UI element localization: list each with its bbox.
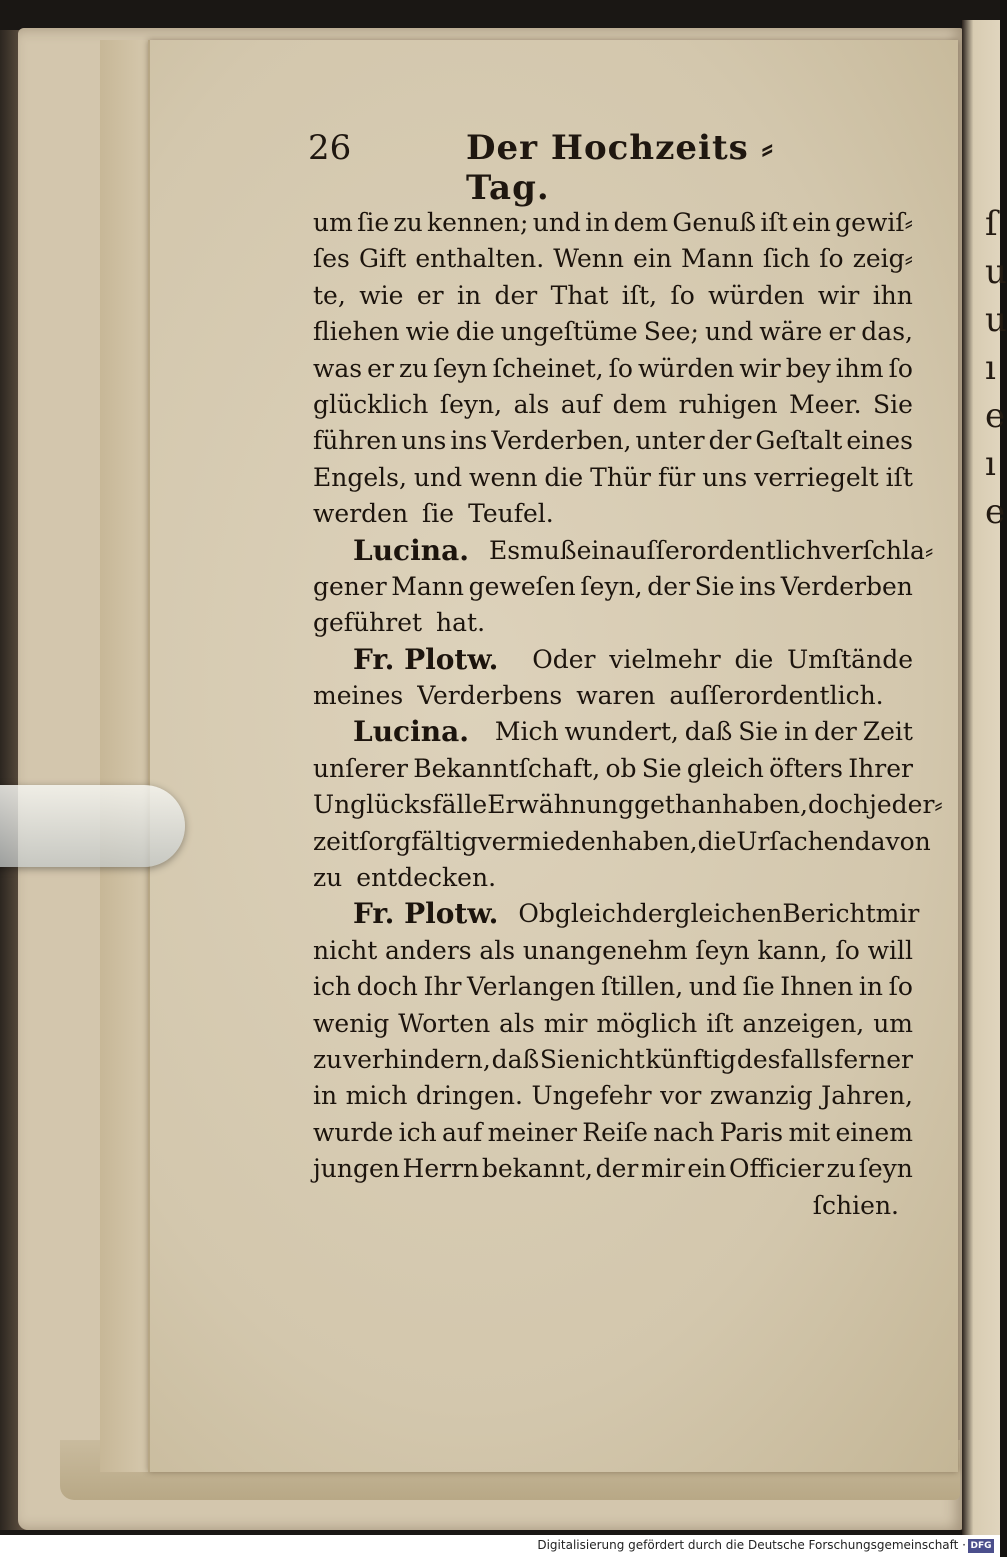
- word: der: [814, 717, 857, 747]
- word: mir: [875, 899, 920, 929]
- word: iſt: [885, 462, 913, 492]
- word: haben,: [611, 826, 698, 856]
- word: in: [784, 717, 809, 747]
- word: nach: [653, 1117, 715, 1147]
- word: wäre: [759, 317, 823, 347]
- word: ob: [605, 753, 637, 783]
- word: unangenehm: [522, 935, 688, 965]
- word: führen: [313, 426, 398, 456]
- word: ungeſtüme: [500, 317, 638, 347]
- word: wie: [359, 280, 404, 310]
- word: gethan: [634, 790, 723, 820]
- dfg-logo: DFG: [968, 1539, 994, 1553]
- text-line: [313, 423, 913, 459]
- word: die: [734, 644, 774, 674]
- word: ein: [791, 208, 831, 237]
- word: ſo: [819, 244, 844, 274]
- word: ſchien.: [812, 1190, 899, 1220]
- word: mir: [543, 1008, 588, 1038]
- word: Verderben,: [491, 426, 632, 456]
- word: würden: [638, 353, 735, 383]
- word: meines: [313, 681, 404, 711]
- word: Worten: [398, 1008, 491, 1038]
- word: für: [657, 462, 696, 492]
- word: zu: [313, 1044, 343, 1074]
- word: künftig: [645, 1044, 737, 1074]
- word: iſt,: [621, 280, 658, 310]
- page-clip: [0, 785, 185, 867]
- facing-page-fragment: ı: [985, 444, 996, 484]
- body-text: [313, 205, 943, 1224]
- word: ſie: [742, 972, 775, 1002]
- word: das,: [861, 317, 913, 347]
- word: dem: [612, 389, 668, 419]
- word: dringen.: [416, 1081, 523, 1111]
- word: glücklich: [313, 389, 429, 419]
- word: verriegelt: [754, 462, 879, 492]
- word: unter: [635, 426, 705, 456]
- word: ſes: [313, 244, 350, 274]
- footer-credit: Digitalisierung gefördert durch die Deutsche Forschungsgemeinschaft ·: [537, 1538, 966, 1552]
- text-line: [313, 860, 913, 896]
- word: Wenn: [553, 244, 624, 274]
- word: ſie: [357, 208, 390, 237]
- word: Ungefehr: [531, 1081, 652, 1111]
- speaker-name: Lucina.: [353, 715, 469, 749]
- word: ſtillen,: [601, 972, 684, 1002]
- page-number: 26: [308, 128, 352, 168]
- word: verſchla⸗: [821, 535, 934, 565]
- word: ein: [576, 535, 616, 565]
- word: anzeigen,: [742, 1008, 865, 1038]
- word: hat.: [436, 608, 486, 638]
- text-line: [313, 824, 931, 860]
- word: wir: [739, 353, 781, 383]
- word: muß: [520, 535, 577, 565]
- facing-page-fragment: ſ: [985, 204, 998, 244]
- word: wir: [817, 280, 860, 310]
- word: mich: [345, 1081, 408, 1111]
- word: Mich: [494, 717, 559, 747]
- word: Obgleich: [518, 899, 632, 929]
- word: Sie: [641, 753, 682, 783]
- word: würden: [708, 280, 805, 310]
- word: gener: [313, 571, 387, 601]
- word: haben,: [722, 790, 808, 820]
- word: einem: [835, 1117, 913, 1147]
- word: gleich: [686, 753, 764, 783]
- text-line: [313, 1078, 913, 1114]
- word: wurde: [313, 1117, 394, 1147]
- word: als: [499, 1008, 535, 1038]
- word: ſeyn: [433, 353, 488, 383]
- word: der: [647, 571, 691, 601]
- word: Herrn: [402, 1154, 480, 1184]
- word: und: [532, 208, 581, 237]
- word: Umſtände: [787, 644, 913, 674]
- text-line: [313, 569, 913, 605]
- word: er: [828, 317, 856, 347]
- word: auſſerordentlich: [615, 535, 822, 565]
- speaker-name: Fr. Plotw.: [353, 642, 499, 676]
- word: Sie: [539, 1044, 580, 1074]
- text-line: [313, 714, 913, 750]
- facing-page-fragment: e: [985, 396, 1006, 436]
- word: zeig⸗: [852, 244, 913, 274]
- running-title: Der Hochzeits ⸗ Tag.: [466, 128, 774, 208]
- word: Sie: [738, 717, 779, 747]
- word: geweſen: [468, 571, 576, 601]
- word: ich: [398, 1117, 437, 1147]
- word: Verderben: [780, 571, 913, 601]
- word: ſeyn,: [580, 571, 643, 601]
- text-line: [313, 969, 913, 1005]
- word: Erwähnung: [487, 790, 635, 820]
- word: Engels,: [313, 462, 407, 492]
- word: Oder: [532, 644, 596, 674]
- facing-page-fragments: [985, 200, 1007, 536]
- word: ein: [687, 1154, 727, 1184]
- text-line: [313, 387, 913, 423]
- text-line: [313, 533, 934, 569]
- word: davon: [854, 826, 931, 856]
- word: und: [688, 972, 738, 1002]
- word: entdecken.: [356, 863, 497, 893]
- word: in: [456, 280, 482, 310]
- speaker-name: Fr. Plotw.: [353, 897, 499, 931]
- word: mir: [641, 1154, 685, 1184]
- word: werden: [313, 499, 409, 529]
- word: er: [416, 280, 444, 310]
- speaker-name: Lucina.: [353, 533, 469, 567]
- word: was: [313, 353, 363, 383]
- word: meiner: [487, 1117, 577, 1147]
- word: Bekanntſchaft,: [413, 753, 601, 783]
- digitization-footer: [0, 1535, 1000, 1557]
- text-line: [313, 241, 913, 277]
- word: zu: [826, 1154, 856, 1184]
- word: auſſerordentlich.: [669, 681, 884, 711]
- word: Jahren,: [821, 1081, 913, 1111]
- word: Urſachen: [736, 826, 855, 856]
- text-line: [313, 460, 913, 496]
- word: als: [479, 935, 516, 965]
- text-line: [313, 1151, 913, 1187]
- facing-page-fragment: ı: [985, 348, 996, 388]
- facing-page-fragment: e: [985, 492, 1006, 532]
- word: öfters: [769, 753, 844, 783]
- word: in: [858, 972, 883, 1002]
- word: um: [873, 1008, 913, 1038]
- word: ſcheinet,: [492, 353, 604, 383]
- word: ſie: [422, 499, 455, 529]
- word: ins: [450, 426, 488, 456]
- text-line: [313, 933, 913, 969]
- word: waren: [576, 681, 656, 711]
- word: wenn: [469, 462, 538, 492]
- word: die: [544, 462, 584, 492]
- word: und: [704, 317, 754, 347]
- word: in: [585, 208, 610, 237]
- text-line: [313, 751, 913, 787]
- word: und: [413, 462, 463, 492]
- word: ruhigen: [678, 389, 778, 419]
- word: vermieden: [477, 826, 612, 856]
- text-line: [313, 1188, 913, 1224]
- word: gewiſ⸗: [835, 208, 913, 237]
- word: daß: [684, 717, 733, 747]
- word: nicht: [580, 1044, 645, 1074]
- word: wie: [405, 317, 450, 347]
- word: ſorgfältig: [359, 826, 478, 856]
- word: ich: [313, 972, 352, 1002]
- word: ins: [739, 571, 777, 601]
- word: möglich: [596, 1008, 698, 1038]
- word: jungen: [313, 1154, 400, 1184]
- text-line: [313, 1042, 913, 1078]
- word: zwanzig: [709, 1081, 813, 1111]
- word: ſo: [670, 280, 695, 310]
- word: Mann: [681, 244, 754, 274]
- word: dergleichen: [631, 899, 783, 929]
- word: ſich: [762, 244, 811, 274]
- word: enthalten.: [415, 244, 545, 274]
- text-line: [313, 678, 913, 714]
- word: Officier: [728, 1154, 824, 1184]
- word: dem: [613, 208, 669, 237]
- word: zu: [398, 353, 429, 383]
- facing-page-fragment: u: [985, 300, 1007, 340]
- word: desfalls: [736, 1044, 834, 1074]
- word: mit: [788, 1117, 831, 1147]
- word: Genuß: [672, 208, 757, 237]
- word: Mann: [391, 571, 464, 601]
- word: verhindern,: [342, 1044, 491, 1074]
- word: will: [867, 935, 913, 965]
- word: bey: [785, 353, 831, 383]
- word: ihm: [835, 353, 884, 383]
- word: eines: [846, 426, 913, 456]
- word: Meer.: [789, 389, 862, 419]
- word: uns: [702, 462, 748, 492]
- word: See;: [643, 317, 699, 347]
- word: Ihrer: [848, 753, 913, 783]
- word: ein: [633, 244, 672, 274]
- word: Unglücksfälle: [313, 790, 488, 820]
- word: kennen;: [426, 208, 529, 237]
- word: ſo: [608, 353, 633, 383]
- text-line: [313, 896, 920, 932]
- word: jeder⸗: [869, 790, 943, 820]
- word: ſeyn: [695, 935, 750, 965]
- word: Es: [488, 535, 521, 565]
- word: Sie: [873, 389, 913, 419]
- word: ferner: [834, 1044, 913, 1074]
- word: ſeyn,: [439, 389, 503, 419]
- text-line: [313, 642, 913, 678]
- word: die: [697, 826, 737, 856]
- word: vor: [660, 1081, 702, 1111]
- word: der: [494, 280, 538, 310]
- word: Ihnen: [780, 972, 854, 1002]
- word: vielmehr: [609, 644, 721, 674]
- text-line: [313, 787, 943, 823]
- word: kann,: [757, 935, 828, 965]
- word: um: [313, 208, 353, 237]
- word: bekannt,: [481, 1154, 593, 1184]
- word: doch: [356, 972, 418, 1002]
- word: zu: [313, 863, 343, 893]
- text-line: [313, 351, 913, 387]
- word: Teufel.: [468, 499, 554, 529]
- word: Sie: [694, 571, 735, 601]
- word: Paris: [719, 1117, 784, 1147]
- text-line: [313, 1006, 913, 1042]
- word: Thür: [590, 462, 651, 492]
- text-line: [313, 278, 913, 314]
- word: auf: [560, 389, 602, 419]
- word: der: [595, 1154, 639, 1184]
- word: auf: [442, 1117, 483, 1147]
- word: ſo: [888, 972, 913, 1002]
- word: Verderbens: [417, 681, 563, 711]
- word: ſo: [888, 353, 913, 383]
- word: geführet: [313, 608, 423, 638]
- word: als: [513, 389, 550, 419]
- word: Zeit: [862, 717, 913, 747]
- word: iſt: [760, 208, 788, 237]
- inner-margin: [100, 40, 148, 1472]
- word: te,: [313, 280, 346, 310]
- word: uns: [401, 426, 447, 456]
- word: in: [313, 1081, 338, 1111]
- word: die: [455, 317, 495, 347]
- word: nicht: [313, 935, 378, 965]
- text-line: [313, 314, 913, 350]
- word: wundert,: [564, 717, 679, 747]
- word: doch: [807, 790, 870, 820]
- word: ſo: [835, 935, 860, 965]
- word: zeit: [313, 826, 360, 856]
- word: Bericht: [782, 899, 876, 929]
- word: anders: [385, 935, 472, 965]
- word: That: [550, 280, 609, 310]
- text-line: [313, 205, 913, 241]
- facing-page-fragment: u: [985, 252, 1007, 292]
- word: ſeyn: [858, 1154, 913, 1184]
- word: Geſtalt: [755, 426, 843, 456]
- page-header: [308, 128, 778, 208]
- word: der: [708, 426, 752, 456]
- word: wenig: [313, 1008, 390, 1038]
- word: er: [367, 353, 394, 383]
- word: Verlangen: [467, 972, 596, 1002]
- word: Gift: [358, 244, 407, 274]
- text-line: [313, 605, 913, 641]
- word: unſerer: [313, 753, 408, 783]
- word: fliehen: [313, 317, 400, 347]
- word: iſt: [706, 1008, 734, 1038]
- word: Ihr: [423, 972, 462, 1002]
- text-line: [313, 1115, 913, 1151]
- word: zu: [393, 208, 423, 237]
- text-line: [313, 496, 913, 532]
- word: Reiſe: [582, 1117, 648, 1147]
- word: ihn: [872, 280, 913, 310]
- word: daß: [491, 1044, 540, 1074]
